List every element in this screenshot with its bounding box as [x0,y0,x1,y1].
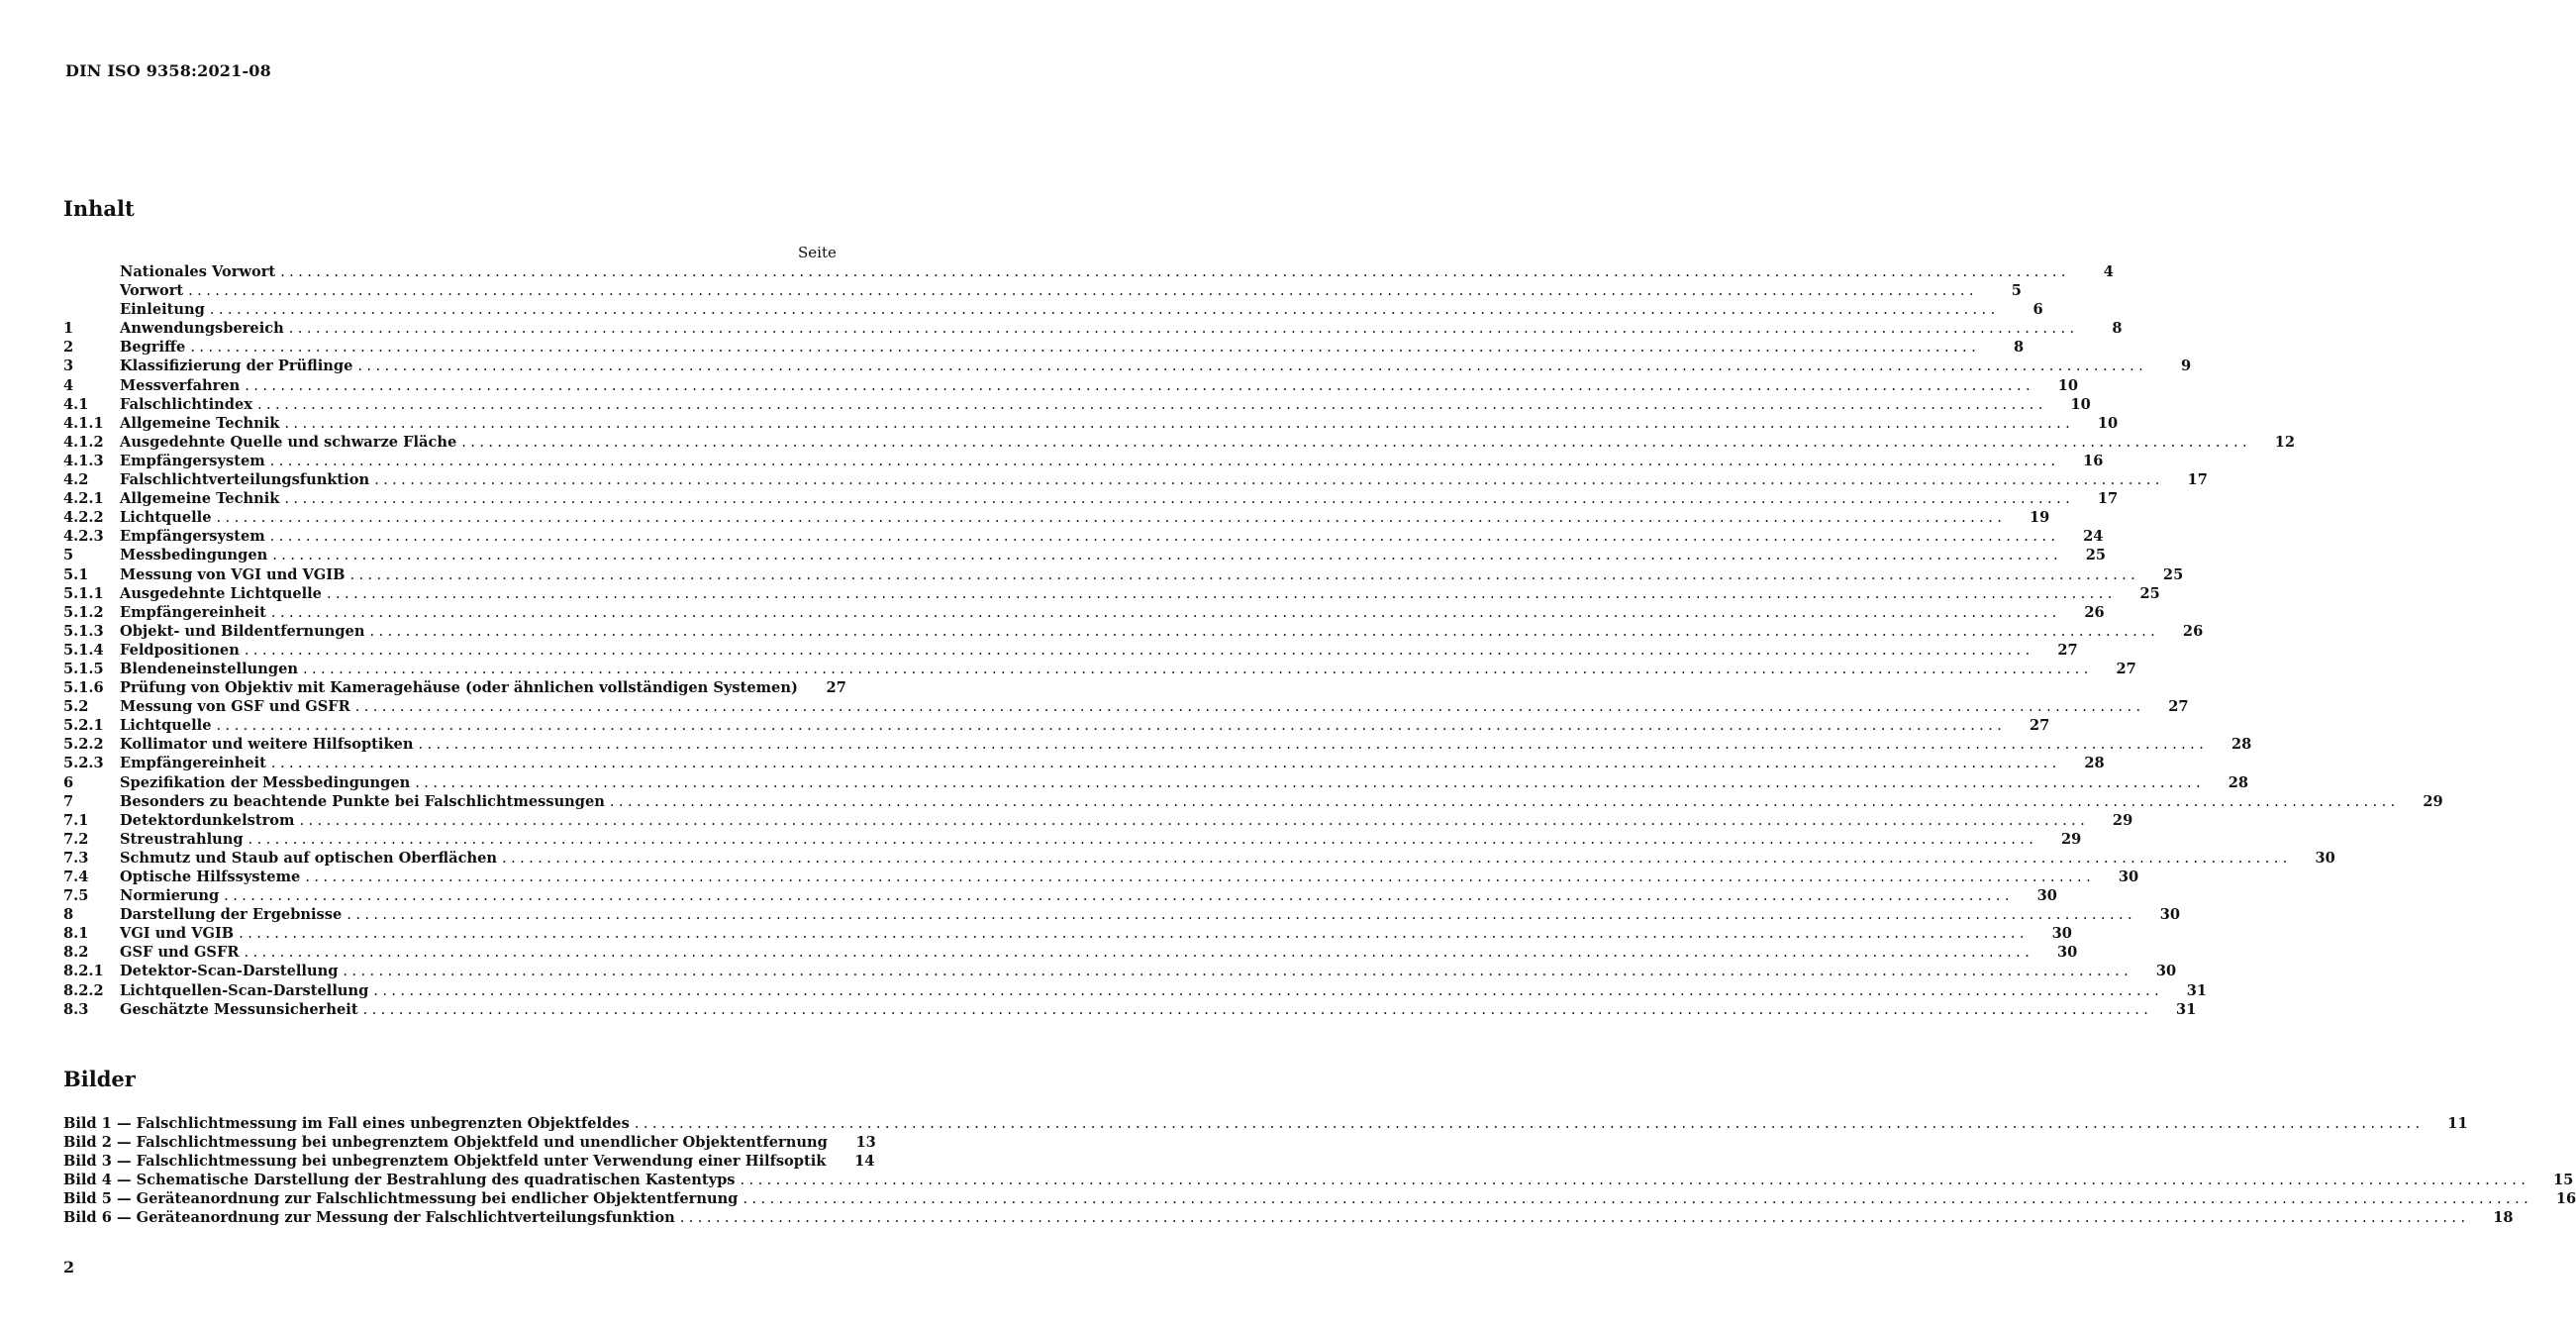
entry-page: 10 [2097,414,2119,432]
entry-title: VGI und VGIB [120,925,235,943]
entry-page: 31 [2176,1000,2197,1018]
dot-leader: ........................................................................................................................................................................................................ [270,603,2061,621]
dot-leader: ........................................................................................................................................................................................................ [280,263,2070,280]
figure-entry[interactable] [63,1114,2468,1133]
dot-leader: ........................................................................................................................................................................................................ [634,1115,2425,1132]
entry-title: Ausgedehnte Quelle und schwarze Fläche [120,433,457,451]
entry-title: Optische Hilfssysteme [120,869,301,885]
dot-leader: ........................................................................................................................................................................................................ [418,736,2209,754]
figures-heading: Bilder [63,1067,136,1091]
toc-entry[interactable] [63,735,2252,754]
entry-number: 2 [63,339,74,357]
toc-entry[interactable] [63,754,2105,772]
entry-page: 28 [2228,773,2249,791]
entry-title: Nationales Vorwort [120,263,276,280]
entry-page: 17 [2187,471,2208,489]
toc-entry[interactable] [63,565,2184,584]
entry-number: 4.1.3 [63,452,104,469]
entry-title: Bild 1 — Falschlichtmessung im Fall eines unbegrenzten Objektfeldes [63,1115,630,1132]
entry-page: 29 [2061,830,2082,848]
entry-number: 7.2 [63,830,89,848]
entry-number: 7.3 [63,849,89,867]
entry-page: 27 [2057,641,2078,659]
toc-entry[interactable] [63,943,2078,962]
entry-title: Darstellung der Ergebnisse [120,906,343,924]
dot-leader: ........................................................................................................................................................................................................ [740,1172,2530,1189]
entry-title: Spezifikation der Messbedingungen [120,773,411,791]
toc-entry[interactable] [63,622,2204,641]
entry-number: 5.1.4 [63,641,104,659]
toc-entry[interactable] [63,508,2050,527]
entry-page: 26 [2182,622,2204,640]
entry-page: 25 [2085,547,2107,564]
entry-page: 28 [2084,755,2105,772]
toc-entry[interactable] [63,962,2177,980]
entry-title: Schmutz und Staub auf optischen Oberflächen [120,849,498,867]
entry-title: Empfängereinheit [120,603,266,621]
dot-leader: ........................................................................................................................................................................................................ [299,811,2090,829]
entry-title: Messbedingungen [120,547,268,564]
entry-number: 4.1.1 [63,414,104,432]
entry-title: Empfängersystem [120,528,265,546]
figure-entry[interactable] [63,1152,875,1171]
entry-title: Lichtquelle [120,717,212,735]
entry-title: Geschätzte Messunsicherheit [120,1000,358,1018]
dot-leader: ........................................................................................................................................................................................................ [461,433,2252,451]
entry-title: Kollimator und weitere Hilfsoptiken [120,736,414,754]
entry-page: 26 [2084,603,2105,621]
toc-entry[interactable] [63,660,2136,678]
entry-number: 5.1 [63,565,89,583]
toc-entry[interactable] [63,338,2025,357]
entry-title: Bild 5 — Geräteanordnung zur Falschlichtmessung bei endlicher Objektentfernung [63,1190,739,1208]
entry-number: 8.3 [63,1000,89,1018]
entry-title: Detektor-Scan-Darstellung [120,963,339,980]
entry-page: 13 [855,1134,876,1152]
entry-page: 14 [854,1153,875,1171]
toc-entry[interactable] [63,546,2107,564]
toc-entry[interactable] [63,433,2296,452]
entry-number: 4.2.2 [63,509,104,527]
dot-leader: ........................................................................................................................................................................................................ [369,622,2160,640]
entry-page: 27 [2116,660,2136,677]
toc-entry[interactable] [63,584,2160,603]
toc-entry[interactable] [63,527,2104,546]
entry-title: GSF und GSFR [120,944,240,962]
toc-entry[interactable] [63,414,2119,433]
dot-leader: ........................................................................................................................................................................................................ [269,452,2060,469]
toc-entry[interactable] [63,603,2105,622]
entry-number: 5.2 [63,698,89,716]
entry-page: 8 [2013,339,2025,357]
entry-number: 4 [63,376,74,394]
entry-number: 7.1 [63,811,89,829]
entry-number: 6 [63,773,74,791]
toc-entry[interactable] [63,849,2335,868]
entry-page: 30 [2155,963,2177,980]
toc-entry[interactable] [63,1000,2197,1019]
entry-page: 24 [2083,528,2104,546]
dot-leader: ........................................................................................................................................................................................................ [284,490,2075,508]
figures-list [63,1114,2576,1228]
entry-title: Empfängereinheit [120,755,266,772]
entry-number: 4.1.2 [63,433,104,451]
toc-entry[interactable] [63,678,846,697]
dot-leader: ........................................................................................................................................................................................................ [216,509,2007,527]
dot-leader: ........................................................................................................................................................................................................ [609,792,2400,810]
entry-title: Vorwort [120,282,184,300]
dot-leader: ........................................................................................................................................................................................................ [354,698,2145,716]
entry-page: 4 [2103,263,2114,280]
toc-entry[interactable] [63,868,2139,886]
entry-number: 5 [63,547,74,564]
entry-title: Allgemeine Technik [120,490,280,508]
dot-leader: ........................................................................................................................................................................................................ [357,358,2148,375]
dot-leader: ........................................................................................................................................................................................................ [343,963,2133,980]
entry-page: 5 [2011,282,2022,300]
dot-leader: ........................................................................................................................................................................................................ [347,906,2137,924]
dot-leader: ........................................................................................................................................................................................................ [415,773,2206,791]
toc-entry[interactable] [63,262,2114,281]
entry-page: 29 [2423,792,2443,810]
toc-heading: Inhalt [63,196,135,221]
entry-number: 4.1 [63,395,89,413]
page-column-label: Seite [798,244,837,261]
toc-entry[interactable] [63,697,2189,716]
entry-page: 17 [2097,490,2119,508]
entry-page: 6 [2032,301,2043,319]
figure-entry[interactable] [63,1208,2514,1227]
toc-entry[interactable] [63,395,2091,414]
dot-leader: ........................................................................................................................................................................................................ [270,755,2061,772]
entry-number: 1 [63,320,74,338]
entry-number: 4.2.1 [63,490,104,508]
dot-leader: ........................................................................................................................................................................................................ [239,925,2029,943]
toc-entry[interactable] [63,281,2022,300]
dot-leader: ........................................................................................................................................................................................................ [679,1209,2470,1227]
entry-number: 3 [63,358,74,375]
toc-entry[interactable] [63,716,2050,735]
toc-entry[interactable] [63,886,2057,905]
dot-leader: ........................................................................................................................................................................................................ [269,528,2060,546]
entry-title: Einleitung [120,301,205,319]
entry-title: Falschlichtverteilungsfunktion [120,471,370,489]
entry-number: 5.1.5 [63,660,104,677]
entry-page: 11 [2447,1115,2468,1132]
entry-title: Feldpositionen [120,641,240,659]
toc-entry[interactable] [63,811,2133,830]
entry-number: 7 [63,792,74,810]
toc-entry[interactable] [63,300,2043,319]
entry-page: 12 [2274,433,2296,451]
entry-number: 4.2.3 [63,528,104,546]
dot-leader: ........................................................................................................................................................................................................ [743,1190,2533,1208]
entry-page: 29 [2112,811,2133,829]
toc-entry[interactable] [63,773,2249,792]
figure-entry[interactable] [63,1171,2574,1189]
entry-number: 7.5 [63,887,89,905]
entry-title: Ausgedehnte Lichtquelle [120,584,322,602]
entry-number: 8.2.2 [63,981,104,999]
toc-entry[interactable] [63,905,2181,924]
entry-title: Objekt- und Bildentfernungen [120,622,365,640]
toc-entry[interactable] [63,470,2208,489]
entry-number: 8 [63,906,74,924]
document-id: DIN ISO 9358:2021-08 [65,61,271,80]
entry-title: Bild 3 — Falschlichtmessung bei unbegrenztem Objektfeld unter Verwendung einer Hilfsoptik [63,1153,827,1171]
entry-title: Bild 2 — Falschlichtmessung bei unbegrenztem Objektfeld und unendlicher Objektentfernung [63,1134,828,1152]
dot-leader: ........................................................................................................................................................................................................ [374,471,2164,489]
entry-title: Empfängersystem [120,452,265,469]
entry-title: Lichtquellen-Scan-Darstellung [120,981,369,999]
entry-title: Klassifizierung der Prüflinge [120,358,353,375]
toc-entry[interactable] [63,376,2079,395]
entry-title: Allgemeine Technik [120,414,280,432]
dot-leader: ........................................................................................................................................................................................................ [349,565,2140,583]
entry-title: Besonders zu beachtende Punkte bei Falschlichtmessungen [120,792,605,810]
dot-leader: ........................................................................................................................................................................................................ [245,376,2035,394]
dot-leader: ........................................................................................................................................................................................................ [305,869,2096,885]
dot-leader: ........................................................................................................................................................................................................ [244,944,2034,962]
toc-entry[interactable] [63,792,2443,811]
entry-title: Anwendungsbereich [120,320,284,338]
toc-entry[interactable] [63,489,2119,508]
toc-entry[interactable] [63,452,2104,470]
entry-number: 5.2.2 [63,736,104,754]
entry-page: 16 [2555,1190,2576,1208]
toc-list [63,262,2443,1019]
entry-page: 10 [2070,395,2091,413]
figure-entry[interactable] [63,1189,2576,1208]
entry-number: 5.1.3 [63,622,104,640]
entry-number: 5.1.1 [63,584,104,602]
entry-number: 5.2.3 [63,755,104,772]
dot-leader: ........................................................................................................................................................................................................ [209,301,2000,319]
dot-leader: ........................................................................................................................................................................................................ [216,717,2007,735]
entry-title: Bild 6 — Geräteanordnung zur Messung der Falschlichtverteilungsfunktion [63,1209,675,1227]
entry-page: 27 [826,679,846,697]
entry-title: Prüfung von Objektiv mit Kameragehäuse (oder ähnlichen vollständigen Systemen) [120,679,798,697]
entry-page: 19 [2030,509,2050,527]
entry-title: Begriffe [120,339,186,357]
dot-leader: ........................................................................................................................................................................................................ [502,849,2292,867]
toc-entry[interactable] [63,830,2082,849]
dot-leader: ........................................................................................................................................................................................................ [256,395,2047,413]
entry-page: 25 [2139,584,2160,602]
entry-number: 4.2 [63,471,89,489]
dot-leader: ........................................................................................................................................................................................................ [326,584,2117,602]
dot-leader: ........................................................................................................................................................................................................ [188,282,1978,300]
entry-page: 16 [2083,452,2104,469]
entry-number: 8.1 [63,925,89,943]
entry-page: 10 [2057,376,2079,394]
entry-title: Messverfahren [120,376,241,394]
dot-leader: ........................................................................................................................................................................................................ [248,830,2038,848]
entry-page: 8 [2112,320,2123,338]
entry-number: 5.1.2 [63,603,104,621]
entry-title: Detektordunkelstrom [120,811,295,829]
dot-leader: ........................................................................................................................................................................................................ [244,641,2034,659]
entry-page: 30 [2036,887,2057,905]
dot-leader: ........................................................................................................................................................................................................ [284,414,2075,432]
entry-title: Messung von VGI und VGIB [120,565,346,583]
dot-leader: ........................................................................................................................................................................................................ [224,887,2014,905]
dot-leader: ........................................................................................................................................................................................................ [362,1000,2153,1018]
dot-leader: ........................................................................................................................................................................................................ [302,660,2093,677]
dot-leader: ........................................................................................................................................................................................................ [373,981,2164,999]
dot-leader: ........................................................................................................................................................................................................ [190,339,1981,357]
entry-title: Lichtquelle [120,509,212,527]
entry-page: 28 [2230,736,2252,754]
entry-page: 18 [2493,1209,2514,1227]
page-number: 2 [63,1258,75,1277]
entry-page: 30 [2118,869,2139,885]
entry-title: Normierung [120,887,220,905]
toc-entry[interactable] [63,319,2123,338]
entry-page: 30 [2159,906,2181,924]
dot-leader: ........................................................................................................................................................................................................ [272,547,2063,564]
toc-entry[interactable] [63,357,2192,375]
entry-page: 27 [2030,717,2050,735]
entry-title: Streustrahlung [120,830,244,848]
figure-entry[interactable] [63,1133,876,1152]
entry-title: Blendeneinstellungen [120,660,298,677]
entry-number: 5.1.6 [63,679,104,697]
entry-page: 30 [2056,944,2078,962]
entry-page: 25 [2162,565,2184,583]
entry-page: 9 [2181,358,2192,375]
entry-title: Falschlichtindex [120,395,252,413]
entry-page: 30 [2051,925,2072,943]
entry-page: 27 [2168,698,2189,716]
entry-number: 8.2 [63,944,89,962]
dot-leader: ........................................................................................................................................................................................................ [288,320,2079,338]
entry-number: 7.4 [63,869,89,885]
entry-title: Bild 4 — Schematische Darstellung der Bestrahlung des quadratischen Kastentyps [63,1172,736,1189]
entry-page: 30 [2315,849,2335,867]
entry-page: 15 [2552,1172,2574,1189]
toc-entry[interactable] [63,641,2078,660]
entry-number: 8.2.1 [63,963,104,980]
toc-entry[interactable] [63,981,2208,1000]
entry-number: 5.2.1 [63,717,104,735]
entry-title: Messung von GSF und GSFR [120,698,350,716]
entry-page: 31 [2186,981,2208,999]
toc-entry[interactable] [63,924,2072,943]
